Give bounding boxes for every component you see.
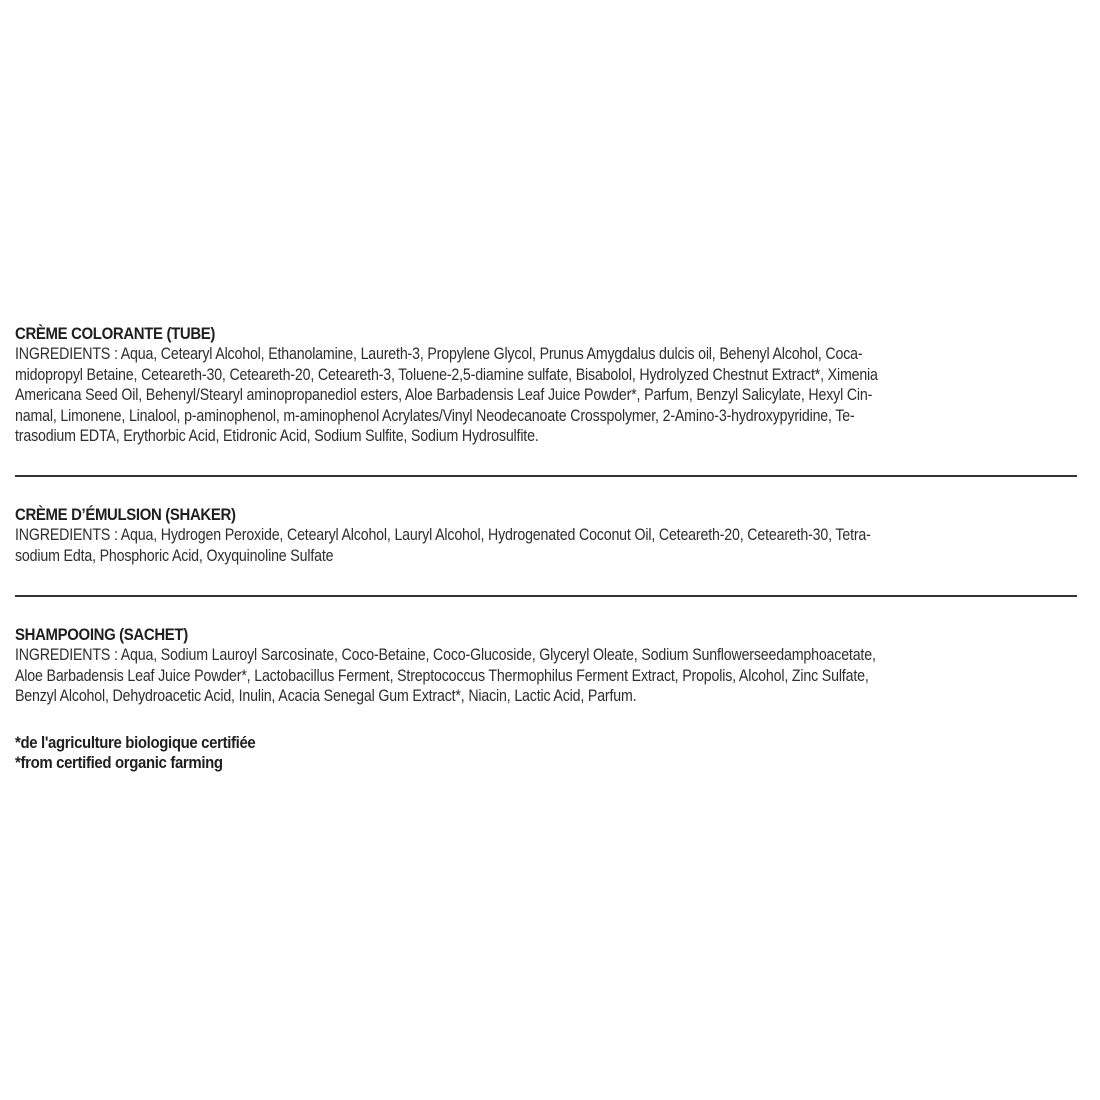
ingredients-line: namal, Limonene, Linalool, p-aminophenol, m-aminophenol Acrylates/Vinyl Neodecanoate Crosspolymer, 2-Amino-3-hydroxypyridine, Te- bbox=[15, 405, 855, 425]
ingredients-line: trasodium EDTA, Erythorbic Acid, Etidronic Acid, Sodium Sulfite, Sodium Hydrosulfite. bbox=[15, 426, 539, 445]
section-creme-colorante bbox=[15, 324, 1048, 447]
ingredients-text bbox=[15, 344, 1048, 447]
ingredients-text bbox=[15, 645, 1046, 707]
section-divider bbox=[15, 595, 1077, 597]
ingredients-line: Benzyl Alcohol, Dehydroacetic Acid, Inulin, Acacia Senegal Gum Extract*, Niacin, Lactic Acid, Parfum. bbox=[15, 686, 637, 705]
section-shampooing bbox=[15, 625, 1046, 707]
ingredients-text bbox=[15, 525, 1040, 566]
ingredients-line: INGREDIENTS : Aqua, Sodium Lauroyl Sarcosinate, Coco-Betaine, Coco-Glucoside, Glyceryl Oleate, Sodium Sunflowerseedamphoacetate, bbox=[15, 645, 876, 664]
section-title: CRÈME D’ÉMULSION (SHAKER) bbox=[15, 505, 236, 524]
ingredients-line: Aloe Barbadensis Leaf Juice Powder*, Lactobacillus Ferment, Streptococcus Thermophilus Ferment Extract, Propolis, Alcohol, Zinc Sulfate, bbox=[15, 665, 869, 685]
ingredients-line: INGREDIENTS : Aqua, Cetearyl Alcohol, Ethanolamine, Laureth-3, Propylene Glycol, Prunus Amygdalus dulcis oil, Behenyl Alcohol, Coca- bbox=[15, 344, 863, 363]
section-title: SHAMPOOING (SACHET) bbox=[15, 625, 188, 644]
ingredients-line: midopropyl Betaine, Ceteareth-30, Ceteareth-20, Ceteareth-3, Toluene-2,5-diamine sulfate, Bisabolol, Hydrolyzed Chestnut Extract*, Ximenia bbox=[15, 364, 878, 384]
section-divider bbox=[15, 475, 1077, 477]
section-creme-emulsion bbox=[15, 505, 1040, 566]
ingredients-line: sodium Edta, Phosphoric Acid, Oxyquinoline Sulfate bbox=[15, 545, 334, 565]
ingredients-line: INGREDIENTS : Aqua, Hydrogen Peroxide, Cetearyl Alcohol, Lauryl Alcohol, Hydrogenated Coconut Oil, Ceteareth-20, Ceteareth-30, Tetra- bbox=[15, 525, 871, 544]
ingredients-line: Americana Seed Oil, Behenyl/Stearyl aminopropanediol esters, Aloe Barbadensis Leaf Juice Powder*, Parfum, Benzyl Salicylate, Hexyl Cin- bbox=[15, 385, 873, 404]
organic-footnotes bbox=[15, 733, 288, 773]
footnote-english: *from certified organic farming bbox=[15, 753, 223, 772]
footnote-french: *de l'agriculture biologique certifiée bbox=[15, 733, 256, 752]
section-title: CRÈME COLORANTE (TUBE) bbox=[15, 324, 216, 343]
